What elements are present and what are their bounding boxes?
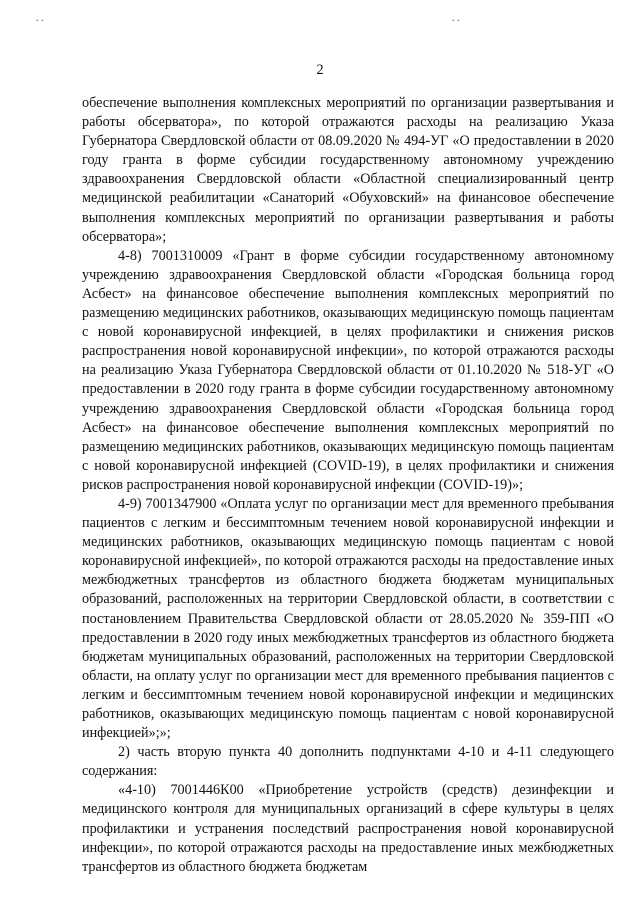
scan-mark-right: . . (452, 13, 460, 24)
scan-mark-left: . . (36, 13, 44, 24)
paragraph-item-4-10: «4-10) 7001446К00 «Приобретение устройств (средств) дезинфекции и медицинского контроля для муниципальных организаций в сфере культуры в целях профилактики и устранения последствий распространения новой коронавирусной инфекции», по которой отражаются расходы на предоставление иных межбюджетных трансфертов из областного бюджета бюджетам (82, 782, 614, 875)
paragraph-item-4-9: 4-9) 7001347900 «Оплата услуг по организации мест для временного пребывания пациентов с легким и бессимптомным течением новой коронавирусной инфекции и медицинских работников, оказывающих медицинскую помощь пациентам с новой коронавирусной инфекцией», по которой отражаются расходы на предоставление иных межбюджетных трансфертов из областного бюджета бюджетам муниципальных образований, расположенных на территории Свердловской области, в соответствии с постановлением Правительства Свердловской области от 28.05.2020 № 359-ПП «О предоставлении в 2020 году иных межбюджетных трансфертов из областного бюджета бюджетам муниципальных образований, расположенных на территории Свердловской области, на оплату услуг по организации мест для временного пребывания пациентов с легким и бессимптомным течением новой коронавирусной инфекции и медицинских работников, оказывающих медицинскую помощь пациентам с новой коронавирусной инфекцией»;»; (82, 495, 614, 742)
document-body (82, 94, 614, 877)
paragraph-item-4-8: 4-8) 7001310009 «Грант в форме субсидии государственному автономному учреждению здравоохранения Свердловской области «Городская больница город Асбест» на финансовое обеспечение выполнения комплексных мероприятий по размещению медицинских работников, оказывающих медицинскую помощь пациентам с новой коронавирусной инфекцией, в целях профилактики и снижения рисков распространения новой коронавирусной инфекции», по которой отражаются расходы на реализацию Указа Губернатора Свердловской области от 01.10.2020 № 518-УГ «О предоставлении в 2020 году гранта в форме субсидии государственному автономному учреждению здравоохранения Свердловской области «Городская больница город Асбест» на финансовое обеспечение выполнения комплексных мероприятий по размещению медицинских работников, оказывающих медицинскую помощь пациентам с новой коронавирусной инфекцией (COVID-19), в целях профилактики и снижения рисков распространения новой коронавирусной инфекции (COVID-19)»; (82, 247, 614, 493)
paragraph-item-2: 2) часть вторую пункта 40 дополнить подпунктами 4-10 и 4-11 следующего содержания: (82, 744, 614, 780)
paragraph-continuation: обеспечение выполнения комплексных мероприятий по организации развертывания и работы обсерватора», по которой отражаются расходы на реализацию Указа Губернатора Свердловской области от 08.09.2020 № 494-УГ «О предоставлении в 2020 году гранта в форме субсидии государственному автономному учреждению здравоохранения Свердловской области «Областной специализированный центр медицинской реабилитации «Санаторий «Обуховский» на финансовое обеспечение выполнения комплексных мероприятий по организации развертывания и работы обсерватора»; (82, 95, 614, 245)
page-number: 2 (316, 62, 324, 78)
